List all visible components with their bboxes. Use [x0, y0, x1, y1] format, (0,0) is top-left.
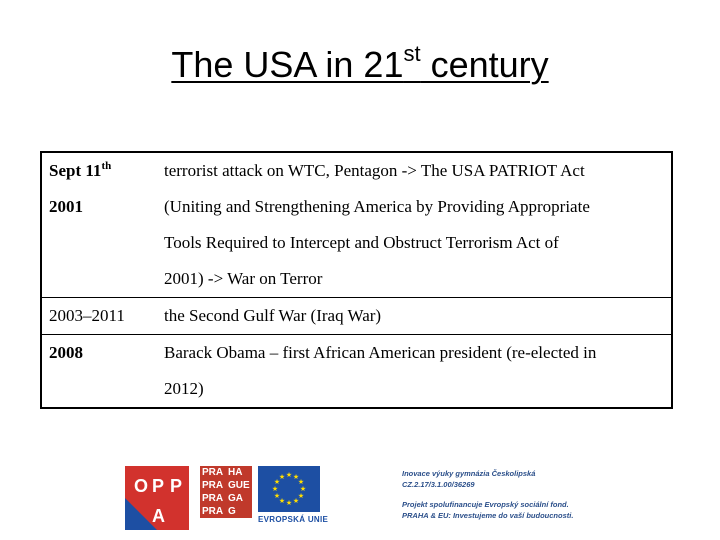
event-line: Barack Obama – first African American president (re-elected in: [164, 343, 597, 362]
date-line: 2003–2011: [49, 306, 125, 325]
date-cell: [41, 298, 157, 335]
opp-letter: P: [170, 476, 183, 496]
date-line: Sept 11th: [49, 160, 112, 180]
footer-line: PRAHA & EU: Investujeme do vaší budoucnosti.: [402, 511, 574, 520]
slide-title: [0, 41, 720, 86]
svg-text:★: ★: [271, 485, 279, 493]
eu-flag-icon: [258, 466, 320, 512]
event-cell: [157, 298, 672, 335]
opp-letter: O: [134, 476, 149, 496]
svg-text:★: ★: [273, 492, 281, 500]
event-line: the Second Gulf War (Iraq War): [164, 306, 382, 325]
svg-text:★: ★: [285, 499, 293, 507]
event-line: terrorist attack on WTC, Pentagon -> The USA PATRIOT Act: [164, 161, 585, 180]
opp-logo: [125, 466, 189, 530]
svg-text:★: ★: [292, 473, 300, 481]
opp-letter: A: [152, 506, 165, 526]
svg-text:★: ★: [297, 492, 305, 500]
svg-text:★: ★: [292, 497, 300, 505]
svg-text:★: ★: [273, 478, 281, 486]
timeline-table: [40, 151, 673, 409]
title-main: The USA in 21: [171, 44, 404, 85]
date-cell: [41, 152, 157, 298]
date-line: 2008: [49, 343, 83, 362]
svg-text:★: ★: [278, 473, 286, 481]
event-cell: [157, 335, 672, 409]
svg-text:★: ★: [278, 497, 286, 505]
date-cell: [41, 335, 157, 409]
table-row: [41, 152, 672, 298]
footer-line: CZ.2.17/3.1.00/36269: [402, 480, 475, 489]
eu-logo: [258, 466, 338, 536]
date-line: 2001: [49, 197, 83, 216]
footer-line: Projekt spolufinancuje Evropský sociální fond.: [402, 500, 569, 509]
footer-logos: [0, 458, 720, 538]
footer-text: [402, 468, 662, 521]
praha-logo: PRA HA PRA GUE PRA GA PRA G: [200, 466, 252, 530]
event-line: Tools Required to Intercept and Obstruct Terrorism Act of: [164, 233, 559, 252]
eu-caption: EVROPSKÁ UNIE: [258, 515, 329, 524]
footer-line: Inovace výuky gymnázia Českolipská: [402, 469, 536, 478]
table-row: [41, 298, 672, 335]
event-line: 2001) -> War on Terror: [164, 269, 323, 288]
title-superscript: st: [403, 41, 421, 66]
svg-text:★: ★: [285, 471, 293, 479]
svg-text:★: ★: [297, 478, 305, 486]
date-superscript: th: [101, 160, 112, 172]
table-row: [41, 335, 672, 409]
event-line: (Uniting and Strengthening America by Providing Appropriate: [164, 197, 590, 216]
opp-letter: P: [152, 476, 165, 496]
event-cell: [157, 152, 672, 298]
title-end: century: [420, 44, 549, 85]
svg-text:★: ★: [299, 485, 307, 493]
event-line: 2012): [164, 379, 204, 398]
